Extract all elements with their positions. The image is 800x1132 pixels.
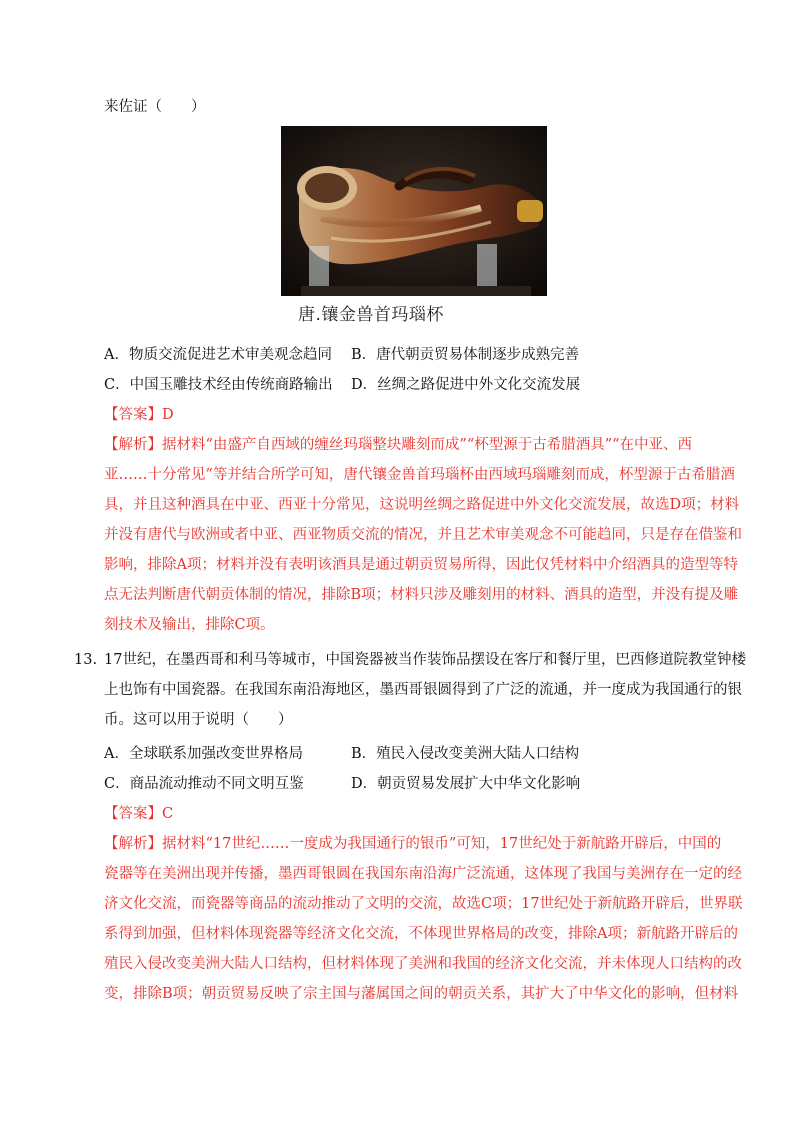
q12-option-c: C．中国玉雕技术经由传统商路输出 xyxy=(104,377,333,393)
q13-stem-line: 币。这可以用于说明（ ） xyxy=(104,712,293,728)
q12-stem-tail: 来佐证（ ） xyxy=(104,99,206,115)
agate-cup-photo xyxy=(281,126,547,296)
q13-analysis-line: 济文化交流，而瓷器等商品的流动推动了文明的交流，故选C项；17世纪处于新航路开辟后，世界联 xyxy=(104,896,743,912)
q12-analysis-line: 刻技术及输出，排除C项。 xyxy=(104,617,275,633)
q13-analysis-line: 瓷器等在美洲出现并传播，墨西哥银圆在我国东南沿海广泛流通，这体现了我国与美洲存在一定的经 xyxy=(104,866,742,882)
q13-analysis-line: 系得到加强，但材料体现瓷器等经济文化交流，不体现世界格局的改变，排除A项；新航路开辟后的 xyxy=(104,926,738,942)
q12-analysis-line: 亚……十分常见”等并结合所学可知，唐代镶金兽首玛瑙杯由西域玛瑙雕刻而成，杯型源于古希腊酒 xyxy=(104,467,735,483)
q12-option-b: B．唐代朝贡贸易体制逐步成熟完善 xyxy=(351,347,580,363)
image-caption: 唐.镶金兽首玛瑙杯 xyxy=(298,305,444,325)
q13-stem-line: 17世纪，在墨西哥和利马等城市，中国瓷器被当作装饰品摆设在客厅和餐厅里，巴西修道院教堂钟楼 xyxy=(104,652,746,668)
q12-option-a: A．物质交流促进艺术审美观念趋同 xyxy=(104,347,332,363)
q12-analysis-line: 影响，排除A项；材料并没有表明该酒具是通过朝贡贸易所得，因此仅凭材料中介绍酒具的造型等特 xyxy=(104,557,738,573)
q13-option-c: C．商品流动推动不同文明互鉴 xyxy=(104,776,304,792)
q13-stem-line: 上也饰有中国瓷器。在我国东南沿海地区，墨西哥银圆得到了广泛的流通，并一度成为我国通行的银 xyxy=(104,682,742,698)
q12-analysis-line: 并没有唐代与欧洲或者中亚、西亚物质交流的情况，并且艺术审美观念不可能趋同，只是存在借鉴和 xyxy=(104,527,742,543)
q12-analysis-line: 点无法判断唐代朝贡体制的情况，排除B项；材料只涉及雕刻用的材料、酒具的造型，并没有提及雕 xyxy=(104,587,739,603)
q13-analysis-line: 【解析】据材料“17世纪……一度成为我国通行的银币”可知，17世纪处于新航路开辟后，中国的 xyxy=(104,836,722,852)
q12-option-d: D．丝绸之路促进中外文化交流发展 xyxy=(351,377,581,393)
q13-analysis-line: 变，排除B项；朝贡贸易反映了宗主国与藩属国之间的朝贡关系，其扩大了中华文化的影响，但材料 xyxy=(104,986,739,1002)
q12-answer: 【答案】D xyxy=(104,407,174,423)
q13-analysis-line: 殖民入侵改变美洲大陆人口结构，但材料体现了美洲和我国的经济文化交流，并未体现人口结构的改 xyxy=(104,956,742,972)
q12-analysis-line: 具，并且这种酒具在中亚、西亚十分常见，这说明丝绸之路促进中外文化交流发展，故选D项；材料 xyxy=(104,497,740,513)
q13-option-b: B．殖民入侵改变美洲大陆人口结构 xyxy=(351,746,580,762)
q13-option-a: A．全球联系加强改变世界格局 xyxy=(104,746,303,762)
q12-analysis-line: 【解析】据材料“由盛产自西域的缠丝玛瑙整块雕刻而成”“杯型源于古希腊酒具”“在中亚、西 xyxy=(104,437,693,453)
q13-number: 13. xyxy=(74,652,98,668)
q13-answer: 【答案】C xyxy=(104,806,174,822)
q13-option-d: D．朝贡贸易发展扩大中华文化影响 xyxy=(351,776,581,792)
